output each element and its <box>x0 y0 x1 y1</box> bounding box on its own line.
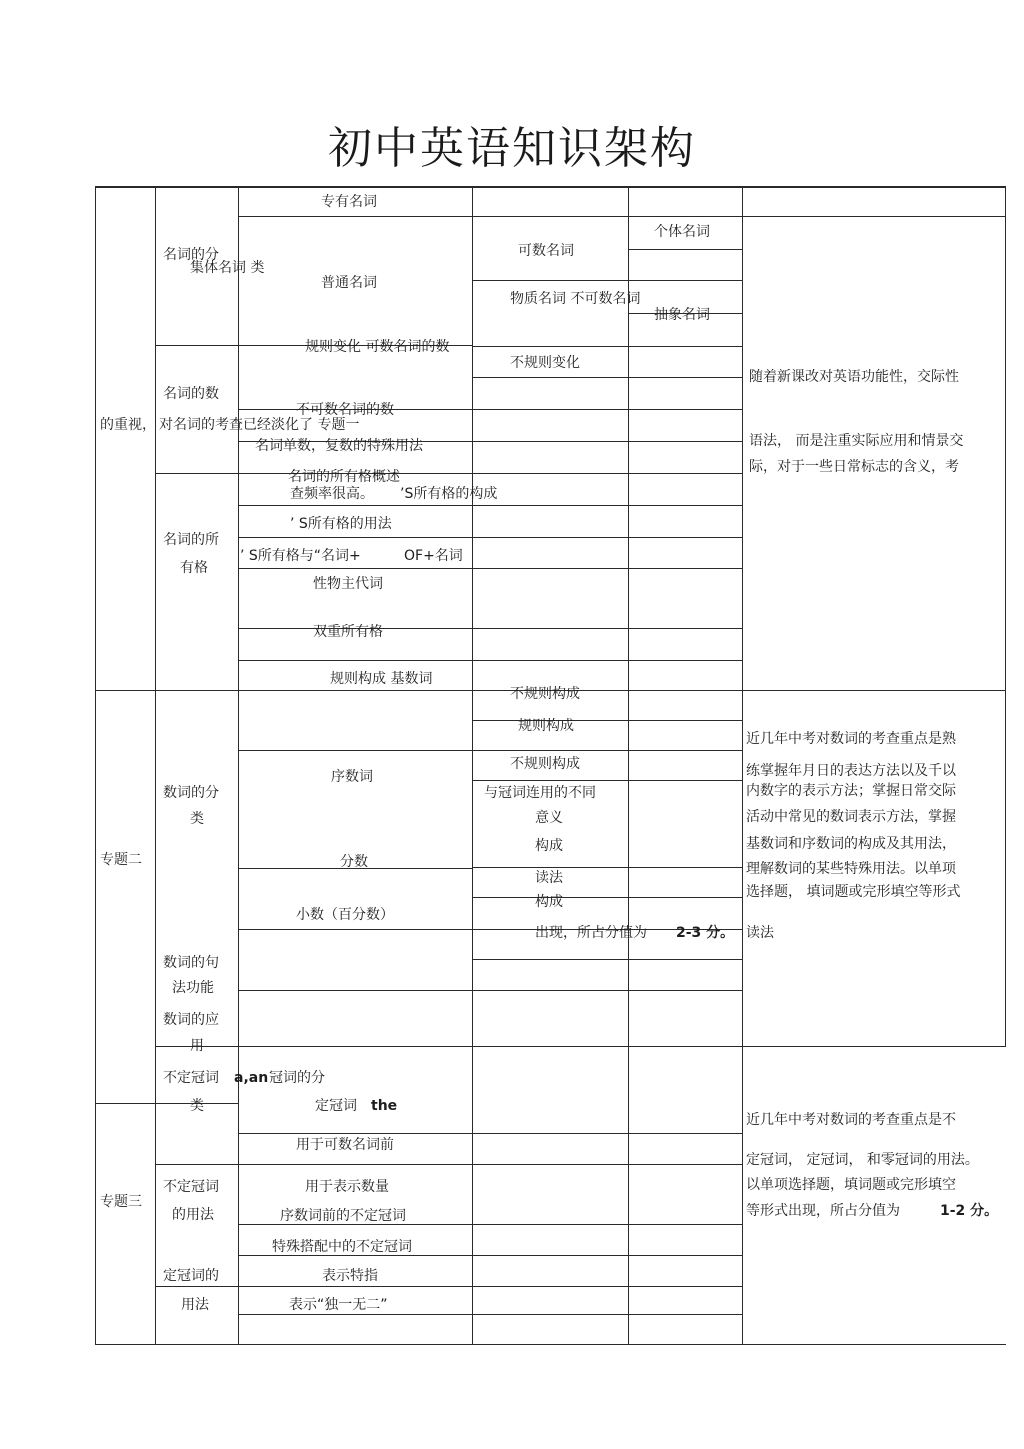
topic2-note-line: 活动中常见的数词表示方法，掌握 <box>746 809 956 825</box>
cell-text: ’S所有格的构成 <box>400 486 498 502</box>
cell-text: 的重视， <box>100 417 156 433</box>
cell-text: 的用法 <box>172 1207 214 1223</box>
column-divider <box>472 186 473 1345</box>
cell-text: 类 <box>190 811 204 827</box>
row-separator <box>238 537 742 538</box>
cell-text: 不定冠词 <box>163 1070 219 1086</box>
cell-text: OF+名词 <box>404 548 463 564</box>
topic2-note-line: 选择题， 填词题或完形填空等形式 <box>746 884 961 900</box>
cell-text: 可数名词 <box>518 243 574 259</box>
topic2-note-line: 练掌握年月日的表达方法以及千以 <box>746 763 956 779</box>
row-separator <box>238 216 742 217</box>
column-divider <box>238 186 239 1345</box>
cell-text: 个体名词 <box>654 224 710 240</box>
cell-text: 集体名词 类 <box>190 260 265 276</box>
cell-text: 小数（百分数） <box>296 907 394 923</box>
cell-text: 表示特指 <box>322 1268 378 1284</box>
row-separator <box>472 441 742 442</box>
cell-text: 序数词前的不定冠词 <box>280 1208 406 1224</box>
cell-text: 抽象名词 <box>654 307 710 323</box>
row-separator <box>155 1164 238 1165</box>
row-separator <box>238 568 742 569</box>
row-separator <box>472 897 742 898</box>
row-separator <box>472 473 742 474</box>
row-separator <box>472 409 742 410</box>
row-separator <box>238 1314 742 1315</box>
cell-text: 用 <box>190 1038 204 1054</box>
cell-text: 用于可数名词前 <box>296 1137 394 1153</box>
cell-text: 出现，所占分值为 <box>535 925 647 941</box>
table-border-bottom <box>95 1344 1006 1345</box>
row-separator <box>472 660 742 661</box>
topic2-note-line: 理解数词的某些特殊用法。以单项 <box>746 861 956 877</box>
column-divider <box>155 186 156 1345</box>
table-border-left <box>95 186 96 1345</box>
topic3-note-line: 近几年中考对数词的考查重点是不 <box>746 1112 956 1128</box>
cell-text: 双重所有格 <box>313 624 383 640</box>
topic3-note-line: 以单项选择题，填词题或完形填空 <box>746 1177 956 1193</box>
section-separator <box>95 1103 238 1104</box>
cell-text: 法功能 <box>172 980 214 996</box>
topic3-note-line: 等形式出现，所占分值为 <box>746 1203 900 1219</box>
cell-text: 构成 <box>535 894 563 910</box>
row-separator <box>628 249 742 250</box>
column-divider <box>628 186 629 1345</box>
row-separator <box>472 720 742 721</box>
cell-text: 读法 <box>535 870 563 886</box>
row-separator <box>238 750 472 751</box>
row-separator <box>472 867 742 868</box>
cell-text: 不定冠词 <box>163 1179 219 1195</box>
cell-text: 对名词的考查已经淡化了 专题一 <box>159 417 360 433</box>
cell-text: 专有名词 <box>321 194 377 210</box>
row-separator <box>155 473 238 474</box>
row-separator <box>742 216 1005 217</box>
cell-text: 物质名词 不可数名词 <box>510 291 641 307</box>
cell-text: 名词的分 <box>163 247 219 263</box>
cell-text: 意义 <box>535 810 563 826</box>
cell-text: 不规则变化 <box>510 355 580 371</box>
cell-text: ’ S所有格的用法 <box>290 516 392 532</box>
cell-text: 表示“独一无二” <box>289 1297 388 1313</box>
cell-text: 类 <box>190 1098 204 1114</box>
topic1-note-line: 际，对于一些日常标志的含义，考 <box>749 459 959 475</box>
page-title: 初中英语知识架构 <box>328 123 696 174</box>
column-divider <box>742 186 743 1345</box>
cell-text: ’ S所有格与“名词+ <box>240 548 361 564</box>
row-separator <box>155 1286 238 1287</box>
cell-text: 序数词 <box>331 769 373 785</box>
row-separator <box>155 345 238 346</box>
cell-text: 数词的分 <box>163 785 219 801</box>
cell-text: the <box>371 1098 398 1114</box>
cell-text: 规则构成 <box>518 718 574 734</box>
topic2-note-line: 内数字的表示方法；掌握日常交际 <box>746 783 956 799</box>
row-separator <box>238 929 472 930</box>
row-separator <box>238 1286 742 1287</box>
row-separator <box>238 660 472 661</box>
cell-text: 与冠词连用的不同 <box>484 785 596 801</box>
row-separator <box>472 750 742 751</box>
row-separator <box>238 1164 742 1165</box>
cell-text: 构成 <box>535 838 563 854</box>
cell-text: 用于表示数量 <box>305 1179 389 1195</box>
cell-text: 2-3 分。 <box>676 925 735 941</box>
topic3-note-line: 1-2 分。 <box>940 1203 999 1219</box>
table-border-top <box>95 186 1006 188</box>
topic1-note-line: 语法， 而是注重实际应用和情景交 <box>749 433 964 449</box>
topic3-note-line: 定冠词， 定冠词， 和零冠词的用法。 <box>746 1152 979 1168</box>
cell-text: 不规则构成 <box>510 686 580 702</box>
cell-text: a,an <box>234 1070 269 1086</box>
cell-text: 数词的应 <box>163 1012 219 1028</box>
row-separator <box>238 990 742 991</box>
row-separator <box>472 377 742 378</box>
cell-text: 普通名词 <box>321 275 377 291</box>
cell-text: 性物主代词 <box>313 576 383 592</box>
row-separator <box>472 959 742 960</box>
cell-text: 分数 <box>340 854 368 870</box>
row-separator <box>238 1133 742 1134</box>
table-border-right-1 <box>1005 186 1006 690</box>
cell-text: 读法 <box>746 925 774 941</box>
cell-text: 查频率很高。 <box>290 486 374 502</box>
row-separator <box>238 505 742 506</box>
cell-text: 专题二 <box>100 852 142 868</box>
cell-text: 名词单数，复数的特殊用法 <box>255 438 423 454</box>
cell-text: 用法 <box>181 1297 209 1313</box>
cell-text: 定冠词的 <box>163 1268 219 1284</box>
row-separator <box>472 780 742 781</box>
row-separator <box>472 346 742 347</box>
topic2-note-line: 近几年中考对数词的考查重点是熟 <box>746 731 956 747</box>
cell-text: 特殊搭配中的不定冠词 <box>272 1239 412 1255</box>
cell-text: 定冠词 <box>315 1098 357 1114</box>
cell-text: 有格 <box>180 560 208 576</box>
cell-text: 名词的数 <box>163 386 219 402</box>
cell-text: 规则构成 基数词 <box>330 671 433 687</box>
table-border-right-2 <box>1005 690 1006 1047</box>
cell-text: 不规则构成 <box>510 756 580 772</box>
topic2-note-line: 基数词和序数词的构成及其用法， <box>746 836 956 852</box>
cell-text: 名词的所 <box>163 532 219 548</box>
row-separator <box>742 1046 1005 1047</box>
topic1-note-line: 随着新课改对英语功能性，交际性 <box>749 369 959 385</box>
cell-text: 专题三 <box>100 1194 142 1210</box>
cell-text: 冠词的分 <box>269 1070 325 1086</box>
row-separator <box>472 280 742 281</box>
cell-text: 规则变化 可数名词的数 <box>305 339 450 355</box>
cell-text: 不可数名词的数 <box>296 402 394 418</box>
cell-text: 名词的所有格概述 <box>288 469 400 485</box>
cell-text: 数词的句 <box>163 955 219 971</box>
